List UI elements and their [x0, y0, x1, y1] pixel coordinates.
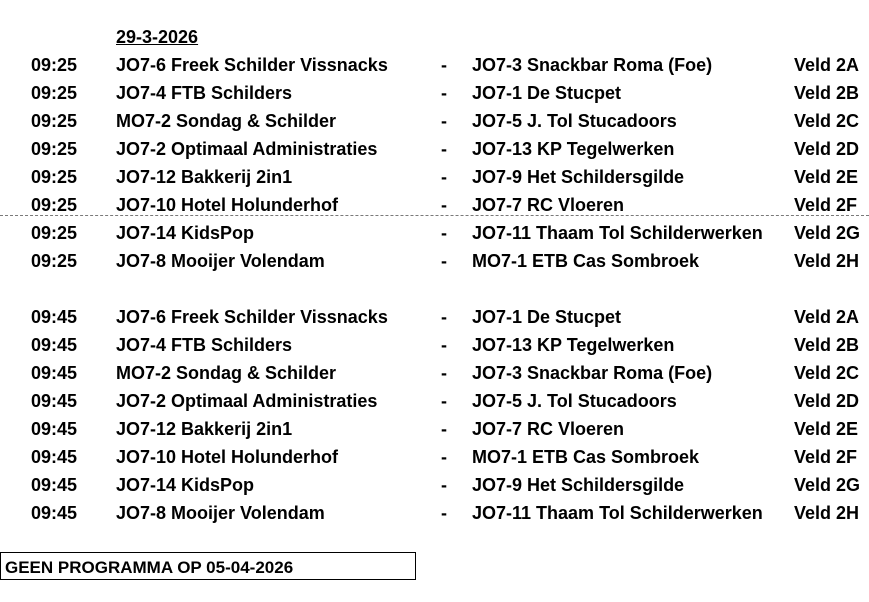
match-field: Veld 2E [794, 419, 859, 439]
away-team: JO7-7 RC Vloeren [472, 195, 625, 215]
match-row [0, 362, 869, 390]
versus-separator: - [441, 307, 447, 327]
home-team: JO7-10 Hotel Holunderhof [116, 195, 339, 215]
match-time: 09:45 [31, 391, 78, 411]
versus-separator: - [441, 167, 447, 187]
match-field: Veld 2H [794, 251, 860, 271]
versus-separator: - [441, 363, 447, 383]
match-time: 09:25 [31, 251, 78, 271]
home-team: MO7-2 Sondag & Schilder [116, 111, 337, 131]
match-field: Veld 2C [794, 363, 860, 383]
match-field: Veld 2D [794, 391, 860, 411]
away-team: JO7-11 Thaam Tol Schilderwerken [472, 503, 763, 523]
match-time: 09:45 [31, 503, 78, 523]
home-team: JO7-12 Bakkerij 2in1 [116, 419, 293, 439]
match-field: Veld 2E [794, 167, 859, 187]
versus-separator: - [441, 223, 447, 243]
versus-separator: - [441, 83, 447, 103]
match-time: 09:45 [31, 335, 78, 355]
versus-separator: - [441, 251, 447, 271]
notice-text: GEEN PROGRAMMA OP 05-04-2026 [5, 558, 294, 577]
match-field: Veld 2G [794, 223, 861, 243]
home-team: JO7-6 Freek Schilder Vissnacks [116, 307, 388, 327]
match-field: Veld 2H [794, 503, 860, 523]
home-team: JO7-4 FTB Schilders [116, 83, 293, 103]
match-field: Veld 2B [794, 83, 860, 103]
match-field: Veld 2D [794, 139, 860, 159]
match-time: 09:25 [31, 223, 78, 243]
page-break-divider [0, 215, 869, 216]
match-field: Veld 2A [794, 307, 860, 327]
match-field: Veld 2A [794, 55, 860, 75]
match-time: 09:45 [31, 447, 78, 467]
notice-box [0, 552, 416, 580]
match-field: Veld 2G [794, 475, 861, 495]
match-row [0, 474, 869, 502]
versus-separator: - [441, 419, 447, 439]
match-time: 09:25 [31, 55, 78, 75]
match-time: 09:45 [31, 307, 78, 327]
match-row [0, 82, 869, 110]
home-team: JO7-6 Freek Schilder Vissnacks [116, 55, 388, 75]
versus-separator: - [441, 391, 447, 411]
match-row [0, 418, 869, 446]
away-team: JO7-7 RC Vloeren [472, 419, 625, 439]
match-time: 09:45 [31, 475, 78, 495]
match-field: Veld 2F [794, 195, 858, 215]
away-team: MO7-1 ETB Cas Sombroek [472, 447, 700, 467]
match-time: 09:25 [31, 195, 78, 215]
away-team: MO7-1 ETB Cas Sombroek [472, 251, 700, 271]
away-team: JO7-3 Snackbar Roma (Foe) [472, 363, 713, 383]
home-team: JO7-2 Optimaal Administraties [116, 391, 378, 411]
match-field: Veld 2F [794, 447, 858, 467]
home-team: JO7-2 Optimaal Administraties [116, 139, 378, 159]
match-row [0, 54, 869, 82]
match-row [0, 194, 869, 222]
match-row [0, 166, 869, 194]
match-time: 09:45 [31, 419, 78, 439]
versus-separator: - [441, 335, 447, 355]
match-row [0, 250, 869, 278]
versus-separator: - [441, 447, 447, 467]
match-time: 09:25 [31, 83, 78, 103]
versus-separator: - [441, 55, 447, 75]
match-row [0, 222, 869, 250]
away-team: JO7-1 De Stucpet [472, 83, 622, 103]
away-team: JO7-5 J. Tol Stucadoors [472, 111, 677, 131]
home-team: JO7-12 Bakkerij 2in1 [116, 167, 293, 187]
home-team: JO7-14 KidsPop [116, 223, 255, 243]
match-time: 09:25 [31, 111, 78, 131]
match-time: 09:45 [31, 363, 78, 383]
home-team: JO7-14 KidsPop [116, 475, 255, 495]
home-team: JO7-8 Mooijer Volendam [116, 251, 325, 271]
match-row [0, 334, 869, 362]
versus-separator: - [441, 195, 447, 215]
away-team: JO7-9 Het Schildersgilde [472, 167, 685, 187]
match-field: Veld 2C [794, 111, 860, 131]
away-team: JO7-3 Snackbar Roma (Foe) [472, 55, 713, 75]
match-field: Veld 2B [794, 335, 860, 355]
match-row [0, 138, 869, 166]
match-row [0, 502, 869, 530]
away-team: JO7-13 KP Tegelwerken [472, 335, 675, 355]
versus-separator: - [441, 111, 447, 131]
away-team: JO7-13 KP Tegelwerken [472, 139, 675, 159]
away-team: JO7-11 Thaam Tol Schilderwerken [472, 223, 763, 243]
match-row [0, 110, 869, 138]
home-team: JO7-10 Hotel Holunderhof [116, 447, 339, 467]
match-row [0, 446, 869, 474]
away-team: JO7-1 De Stucpet [472, 307, 622, 327]
match-time: 09:25 [31, 167, 78, 187]
match-row [0, 306, 869, 334]
versus-separator: - [441, 475, 447, 495]
schedule-date: 29-3-2026 [116, 27, 199, 47]
match-time: 09:25 [31, 139, 78, 159]
away-team: JO7-5 J. Tol Stucadoors [472, 391, 677, 411]
home-team: JO7-4 FTB Schilders [116, 335, 293, 355]
home-team: MO7-2 Sondag & Schilder [116, 363, 337, 383]
versus-separator: - [441, 503, 447, 523]
home-team: JO7-8 Mooijer Volendam [116, 503, 325, 523]
match-row [0, 390, 869, 418]
away-team: JO7-9 Het Schildersgilde [472, 475, 685, 495]
versus-separator: - [441, 139, 447, 159]
